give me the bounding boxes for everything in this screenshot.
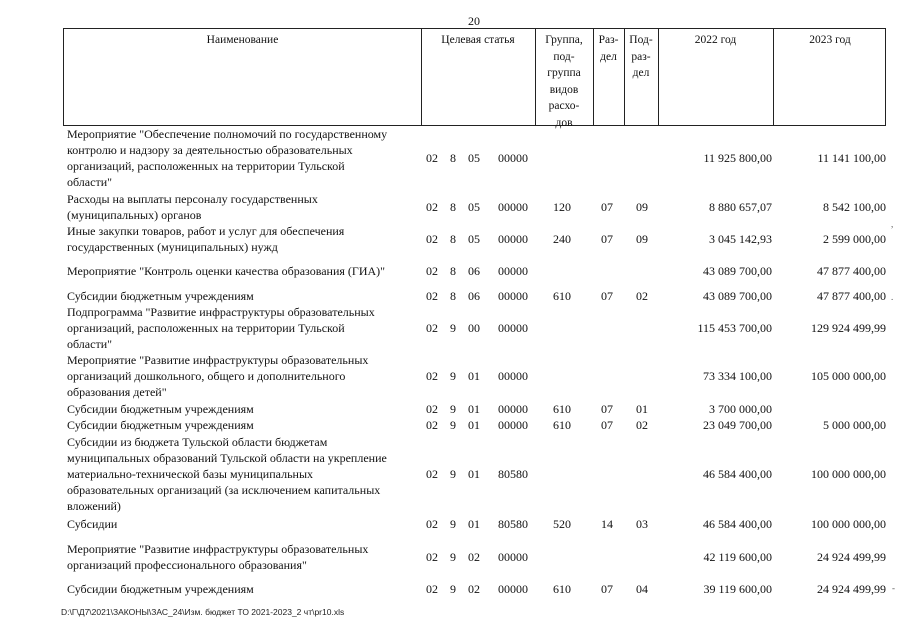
section-code: 07 bbox=[601, 402, 613, 416]
row-name: Иные закупки товаров, работ и услуг для обеспечения государственных (муниципальных) нужд bbox=[67, 224, 345, 254]
target-code-subprogram: 8 bbox=[450, 151, 456, 165]
subsection-code: 01 bbox=[636, 402, 648, 416]
target-code-subprogram: 8 bbox=[450, 200, 456, 214]
row-name: Субсидии из бюджета Тульской области бюджетам муниципальных образований Тульской области на укрепление материально-технической базы муниципальных образовательных организаций (за исключением капитальных вложений) bbox=[67, 435, 387, 513]
expense-group: 610 bbox=[553, 582, 571, 596]
amount-2023: 100 000 000,00 bbox=[811, 467, 886, 481]
amount-2023: 105 000 000,00 bbox=[811, 369, 886, 383]
amount-2022: 8 880 657,07 bbox=[709, 200, 772, 214]
amount-2022: 43 089 700,00 bbox=[703, 289, 772, 303]
subsection-code: 09 bbox=[636, 232, 648, 246]
target-code-program: 02 bbox=[426, 369, 438, 383]
target-code-event: 05 bbox=[468, 232, 480, 246]
expense-group: 610 bbox=[553, 289, 571, 303]
row-name: Мероприятие "Обеспечение полномочий по государственному контролю и надзору за деятельностью образовательных организаций, расположенных на территории Тульской области" bbox=[67, 127, 388, 189]
section-code: 07 bbox=[601, 582, 613, 596]
target-code-direction: 00000 bbox=[498, 321, 528, 335]
header-subsection: Под- раз- дел bbox=[629, 34, 653, 79]
target-code-subprogram: 9 bbox=[450, 369, 456, 383]
target-code-program: 02 bbox=[426, 264, 438, 278]
header-target: Целевая статья bbox=[441, 34, 515, 46]
target-code-program: 02 bbox=[426, 402, 438, 416]
subsection-code: 02 bbox=[636, 418, 648, 432]
target-code-subprogram: 9 bbox=[450, 467, 456, 481]
expense-group: 120 bbox=[553, 200, 571, 214]
target-code-subprogram: 9 bbox=[450, 582, 456, 596]
target-code-program: 02 bbox=[426, 582, 438, 596]
target-code-direction: 00000 bbox=[498, 151, 528, 165]
amount-2022: 3 700 000,00 bbox=[709, 402, 772, 416]
amount-2022: 115 453 700,00 bbox=[697, 321, 772, 335]
amount-2023: 47 877 400,00 bbox=[817, 264, 886, 278]
amount-2022: 46 584 400,00 bbox=[703, 467, 772, 481]
target-code-event: 01 bbox=[468, 418, 480, 432]
target-code-direction: 00000 bbox=[498, 232, 528, 246]
row-name: Субсидии бюджетным учреждениям bbox=[67, 289, 254, 303]
target-code-subprogram: 9 bbox=[450, 402, 456, 416]
amount-2022: 42 119 600,00 bbox=[703, 550, 772, 564]
target-code-subprogram: 9 bbox=[450, 550, 456, 564]
scan-mark: - bbox=[892, 583, 895, 593]
target-code-direction: 00000 bbox=[498, 402, 528, 416]
target-code-program: 02 bbox=[426, 517, 438, 531]
section-code: 14 bbox=[601, 517, 613, 531]
expense-group: 520 bbox=[553, 517, 571, 531]
amount-2023: 24 924 499,99 bbox=[817, 550, 886, 564]
target-code-direction: 00000 bbox=[498, 289, 528, 303]
target-code-subprogram: 8 bbox=[450, 289, 456, 303]
section-code: 07 bbox=[601, 418, 613, 432]
target-code-program: 02 bbox=[426, 151, 438, 165]
target-code-program: 02 bbox=[426, 232, 438, 246]
target-code-direction: 00000 bbox=[498, 369, 528, 383]
header-2023: 2023 год bbox=[809, 34, 851, 46]
row-name: Расходы на выплаты персоналу государственных (муниципальных) органов bbox=[67, 192, 318, 222]
target-code-subprogram: 8 bbox=[450, 264, 456, 278]
amount-2023: 8 542 100,00 bbox=[823, 200, 886, 214]
target-code-direction: 80580 bbox=[498, 467, 528, 481]
expense-group: 610 bbox=[553, 418, 571, 432]
row-name: Субсидии bbox=[67, 517, 118, 531]
target-code-event: 05 bbox=[468, 151, 480, 165]
target-code-program: 02 bbox=[426, 321, 438, 335]
target-code-event: 01 bbox=[468, 402, 480, 416]
page-number: 20 bbox=[468, 14, 480, 28]
target-code-program: 02 bbox=[426, 550, 438, 564]
section-code: 07 bbox=[601, 289, 613, 303]
target-code-program: 02 bbox=[426, 289, 438, 303]
amount-2022: 11 925 800,00 bbox=[703, 151, 772, 165]
amount-2022: 3 045 142,93 bbox=[709, 232, 772, 246]
amount-2023: 24 924 499,99 bbox=[817, 582, 886, 596]
target-code-event: 02 bbox=[468, 550, 480, 564]
file-path-footer: D:\Г\Д7\2021\ЗАКОНЫ\ЗАС_24\Изм. бюджет ТО 2021-2023_2 чт\pr10.xls bbox=[61, 607, 345, 617]
target-code-program: 02 bbox=[426, 467, 438, 481]
section-code: 07 bbox=[601, 232, 613, 246]
scan-mark: , bbox=[891, 219, 894, 229]
amount-2022: 23 049 700,00 bbox=[703, 418, 772, 432]
row-name: Субсидии бюджетным учреждениям bbox=[67, 582, 254, 596]
target-code-program: 02 bbox=[426, 418, 438, 432]
target-code-event: 00 bbox=[468, 321, 480, 335]
target-code-direction: 00000 bbox=[498, 418, 528, 432]
target-code-event: 05 bbox=[468, 200, 480, 214]
subsection-code: 04 bbox=[636, 582, 648, 596]
target-code-direction: 00000 bbox=[498, 550, 528, 564]
target-code-subprogram: 8 bbox=[450, 232, 456, 246]
amount-2023: 11 141 100,00 bbox=[817, 151, 886, 165]
target-code-event: 01 bbox=[468, 467, 480, 481]
header-name: Наименование bbox=[206, 34, 279, 46]
amount-2023: 129 924 499,99 bbox=[811, 321, 886, 335]
subsection-code: 02 bbox=[636, 289, 648, 303]
expense-group: 610 bbox=[553, 402, 571, 416]
row-name: Мероприятие "Развитие инфраструктуры образовательных организаций профессионального образования" bbox=[67, 542, 369, 572]
amount-2022: 73 334 100,00 bbox=[703, 369, 772, 383]
amount-2023: 100 000 000,00 bbox=[811, 517, 886, 531]
header-2022: 2022 год bbox=[694, 34, 737, 46]
header-group: Группа, под- группа видов расхо- дов bbox=[545, 34, 583, 129]
target-code-direction: 00000 bbox=[498, 264, 528, 278]
amount-2023: 47 877 400,00 bbox=[817, 289, 886, 303]
section-code: 07 bbox=[601, 200, 613, 214]
scan-mark: . bbox=[891, 292, 894, 302]
subsection-code: 09 bbox=[636, 200, 648, 214]
target-code-direction: 00000 bbox=[498, 582, 528, 596]
header-section: Раз- дел bbox=[598, 34, 619, 63]
row-name: Субсидии бюджетным учреждениям bbox=[67, 418, 254, 432]
target-code-event: 01 bbox=[468, 517, 480, 531]
amount-2022: 46 584 400,00 bbox=[703, 517, 772, 531]
target-code-event: 01 bbox=[468, 369, 480, 383]
row-name: Мероприятие "Контроль оценки качества образования (ГИА)" bbox=[67, 264, 386, 278]
target-code-direction: 80580 bbox=[498, 517, 528, 531]
table-header bbox=[63, 28, 886, 129]
amount-2022: 39 119 600,00 bbox=[703, 582, 772, 596]
target-code-subprogram: 9 bbox=[450, 321, 456, 335]
amount-2022: 43 089 700,00 bbox=[703, 264, 772, 278]
target-code-subprogram: 9 bbox=[450, 517, 456, 531]
target-code-direction: 00000 bbox=[498, 200, 528, 214]
target-code-subprogram: 9 bbox=[450, 418, 456, 432]
subsection-code: 03 bbox=[636, 517, 648, 531]
target-code-event: 06 bbox=[468, 264, 480, 278]
amount-2023: 5 000 000,00 bbox=[823, 418, 886, 432]
target-code-program: 02 bbox=[426, 200, 438, 214]
target-code-event: 02 bbox=[468, 582, 480, 596]
row-name: Мероприятие "Развитие инфраструктуры образовательных организаций дошкольного, общего и дополнительного образования детей" bbox=[67, 353, 369, 399]
amount-2023: 2 599 000,00 bbox=[823, 232, 886, 246]
row-name: Субсидии бюджетным учреждениям bbox=[67, 402, 254, 416]
target-code-event: 06 bbox=[468, 289, 480, 303]
expense-group: 240 bbox=[553, 232, 571, 246]
row-name: Подпрограмма "Развитие инфраструктуры образовательных организаций, расположенных на территории Тульской области" bbox=[67, 305, 375, 351]
